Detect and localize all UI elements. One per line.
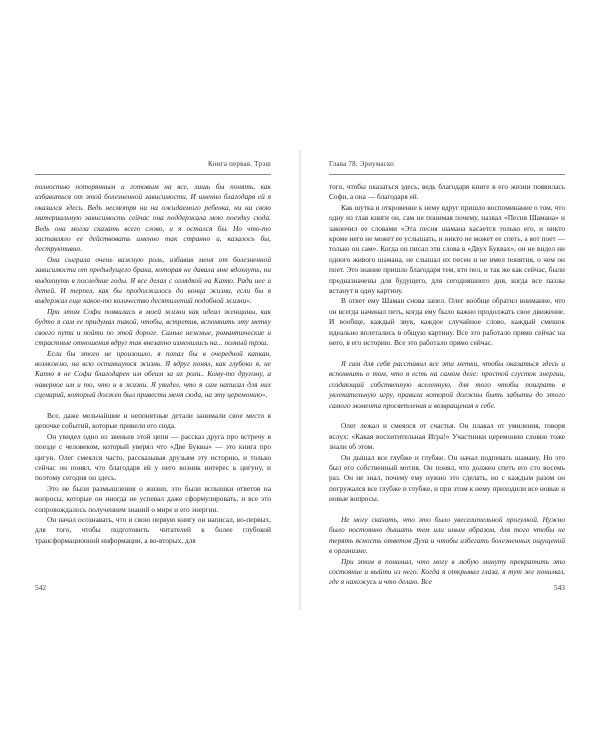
running-head-left	[35, 160, 271, 175]
paragraph: При этом Софи появилась в моей жизни как идеал женщины, как будто я сам ее придумал такой, чтобы, встретив, вспомнить эту метку своего пути и пойти по этой дороге. Самые нежные, романтические и страстные отношения вдруг так внезапно изменились на... полный трэш.	[35, 306, 271, 348]
paragraph: Он дышал все глубже и глубже. Он начал подпевать шаману. Но это был его собственный мотив. Он понял, что должен спеть его сто восемь раз. Он не знал, почему ему нужно это сделать, но с каждым разом он погружался все глубже и глубже, и при этом к нему приходили все новые и новые вопросы.	[329, 452, 565, 504]
paragraph: полностью потерянным и готовым на все, лишь бы понять, как избавиться от этой болезненной зависимости. И именно благодаря ей я оказался здесь. Ведь несмотря ни на ожидаемого ребенка, ни на свою материальную зависимость сейчас она поддержала мою поездку сюда. Ведь она могла сказать всего слово, и я остался бы. Но что-то заставляло ее действовать именно так странно и, казалось бы, деструктивно.	[35, 182, 271, 254]
page-number-right: 543	[553, 583, 565, 592]
paragraph: Это не были размышления о жизни, это были вспышки ответов на вопросы, которые он иногда не успевал даже сформулировать, и все это сопровождалось получением знаний о мире и его энергии.	[35, 483, 271, 514]
left-page	[35, 160, 271, 600]
left-page-body	[35, 182, 271, 546]
paragraph: того, чтобы оказаться здесь, ведь благодаря книге в его жизни появилась Софи, а она — благодаря ей.	[329, 182, 565, 202]
running-head-right	[329, 160, 565, 175]
paragraph: При этом я понимал, что могу в любую минуту прекратить это состояние и выйти из него. Когда я открывал глаза, я тут же понимал, где я нахожусь и что делаю. Все	[329, 556, 565, 587]
book-gutter	[299, 150, 301, 610]
paragraph: Все, даже мельчайшие и непонятные детали занимали свое место в цепочке событий, которые привели его сюда.	[35, 410, 271, 431]
right-page-body	[329, 182, 565, 588]
right-page	[329, 160, 565, 600]
paragraph: Если бы этого не произошло, я попал бы в очередной капкан, возможно, на всю оставшуюся жизнь. Я вдруг понял, как глубоко я, не Катю я не Софи благодарен им обеим за их роли.. Кому-то другому, а наверное им и то, что и в жизни. Я увидел, что я сам написал для них сценарий, который должен был привести меня сюда, на эту церемонию».	[35, 348, 271, 400]
paragraph: В ответ ему Шаман снова запел. Олег вообще обратил внимание, что он всегда начинал петь, когда ему было важно продолжать свое движение. И вообще, каждый звук, каждое случайное слово, каждый смешок идеально вплетались в общую картину. Все это работало прямо сейчас на него, в его историю. Все это работало прямо сейчас.	[329, 296, 565, 348]
paragraph: Как шутка и откровение к нему вдруг пришло воспоминание о том, что одну из глав книги он, сам не понимая почему, назвал «Песня Шамана» и закончил ее словами «Эта песня шамана касается только его, и никто кроме него не может ее услышать, и никто не может ее спеть, а вот поет — только он сам». Когда он писал эти слова в «Двух Буквах», он не видел ни одного живого шамана, не слышал их песен и не имел понятия, о чем он поет. Это знание пришло благодаря тем, кто пел, и так же как сейчас, были предназначены для будущего, для сегодняшнего дня, когда все пазлы встанут в одну картину.	[329, 202, 565, 296]
paragraph: Она сыграла очень важную роль, избавив меня от болезненной зависимости от предыдущего брака, которая не давала мне вдохнуть, ни выдохнуть в последние годы. Я все делал с оглядкой на Катю. Ради нее и детей. И терпел, как бы продолжалось до конца жизни, если бы я выдержал еще какое-то количество десятилетий подобной жизни».	[35, 254, 271, 306]
paragraph: Я сам для себя расставил все эти метки, чтобы оказаться здесь и вспомнить о том, что я есть на самом деле: простой сгусток энергии, создающий собственную вселенную, для того чтобы поиграть в увлекательную игру, правила которой должны быть забыты до этого самого момента просветления и возвращения к себе.	[329, 358, 565, 410]
page-number-left: 542	[35, 583, 47, 592]
running-head-left-text: Книга первая. Трэш	[208, 160, 271, 168]
running-head-right-text: Глава 78. Эрнумаско	[329, 160, 394, 168]
paragraph: Не могу сказать, что это было увеселительной прогулкой. Нужно было постоянно дышать тем или иным образом, для того чтобы не терять ясность ответов Духа и чтобы избегать болезненных ощущений в организме.	[329, 514, 565, 556]
paragraph: Олег лежал и смеялся от счастья. Он плакал от умиления, говоря вслух: «Какая восхитительная Игра!» Участники церемонии словно тоже знали об этом.	[329, 421, 565, 452]
paragraph: Он начал осознавать, что и свою первую книгу он написал, во-первых, для того, чтобы подготовить читателей к более глубокой трансформационной информации, а во-вторых, для	[35, 514, 271, 545]
paragraph: Он увидел одно из звеньев этой цепи — рассказ друга про встречу в поезде с человеком, который уверял что «Две Буквы» — это книга про цигун. Олег смеялся часто, рассказывая друзьям эту историю, и только сейчас он понял, что благодаря ей у него возник интерес к цигуну, и поэтому сегодня он здесь.	[35, 431, 271, 483]
